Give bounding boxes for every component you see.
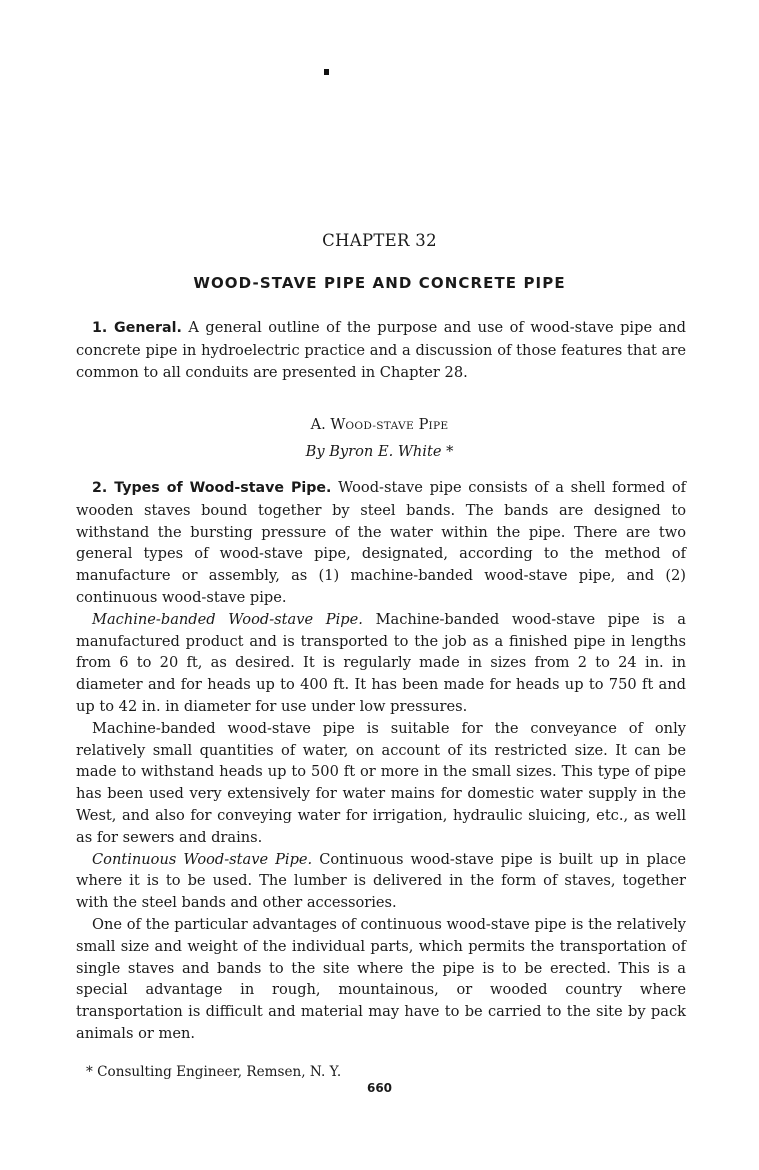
paragraph-text: Machine-banded wood-stave pipe is suitable for the conveyance of only relatively small quantities of water, on account of its restricted size. It can be made to withstand heads up to 500 ft or more in the small sizes. This type of pipe has been used very extensively for water mains for domestic water supply in the West, and also for conveying water for irrigation, hydraulic sluicing, etc., as well as for sewers and drains. [76,719,686,846]
paragraph-text: A general outline of the purpose and use of wood-stave pipe and concrete pipe in hydroelectric practice and a discussion of those features that are common to all conduits are presented in Chapter 28. [76,319,687,381]
paragraph-text: One of the particular advantages of continuous wood-stave pipe is the relatively small size and weight of the individual parts, which permits the transportation of single staves and bands to the site where the pipe is to be erected. This is a special advantage in rough, mountainous, or wooded country where transportation is difficult and material may have to be carried to the site by pack animals or men. [76,915,686,1042]
part-heading-smallcaps-2: IPE [428,420,449,432]
paragraph-types [76,477,686,609]
paragraph-machine-banded-2 [76,718,686,849]
paragraph-text: Wood-stave pipe consists of a shell formed of wooden staves bound together by steel bands. The bands are designed to withstand the bursting pressure of the water within the pipe. There are two general types of wood-stave pipe, designated, according to the method of manufacture or assembly, as (1) machine-banded wood-stave pipe, and (2) continuous wood-stave pipe. [76,479,687,606]
paragraph-text: Continuous wood-stave pipe is built up in place where it is to be used. The lumber is delivered in the form of staves, together with the steel bands and other accessories. [76,850,687,912]
chapter-title: WOOD-STAVE PIPE AND CONCRETE PIPE [193,274,566,292]
general-section [76,317,686,383]
subheading-machine-banded: Machine-banded Wood-stave Pipe. [92,610,363,628]
paragraph-machine-banded [76,609,686,718]
author-byline: By Byron E. White * [305,443,454,460]
section-heading-general: 1. General. [92,320,182,336]
part-heading [0,414,759,437]
part-heading-smallcaps: OOD-STAVE [345,420,414,432]
paragraph-general [76,317,686,383]
paragraph-continuous-2 [76,914,686,1045]
page-number: 660 [366,1081,393,1095]
section-heading-types: 2. Types of Wood-stave Pipe. [92,480,332,496]
part-heading-mid: P [414,416,429,433]
chapter-number: CHAPTER 32 [322,231,437,250]
paragraph-continuous [76,849,686,914]
part-heading-prefix: A. W [310,416,346,433]
paragraph-text: Machine-banded wood-stave pipe is a manufactured product and is transported to the job as a finished pipe in lengths from 6 to 20 ft, as desired. It is regularly made in sizes from 2 to 24 in. in diameter and for heads up to 400 ft. It has been made for heads up to 750 ft and up to 42 in. in diameter for use under low pressures. [76,610,687,715]
types-section [76,477,686,1045]
footnote: * Consulting Engineer, Remsen, N. Y. [86,1064,342,1080]
print-speck [324,69,329,75]
subheading-continuous: Continuous Wood-stave Pipe. [92,850,313,868]
